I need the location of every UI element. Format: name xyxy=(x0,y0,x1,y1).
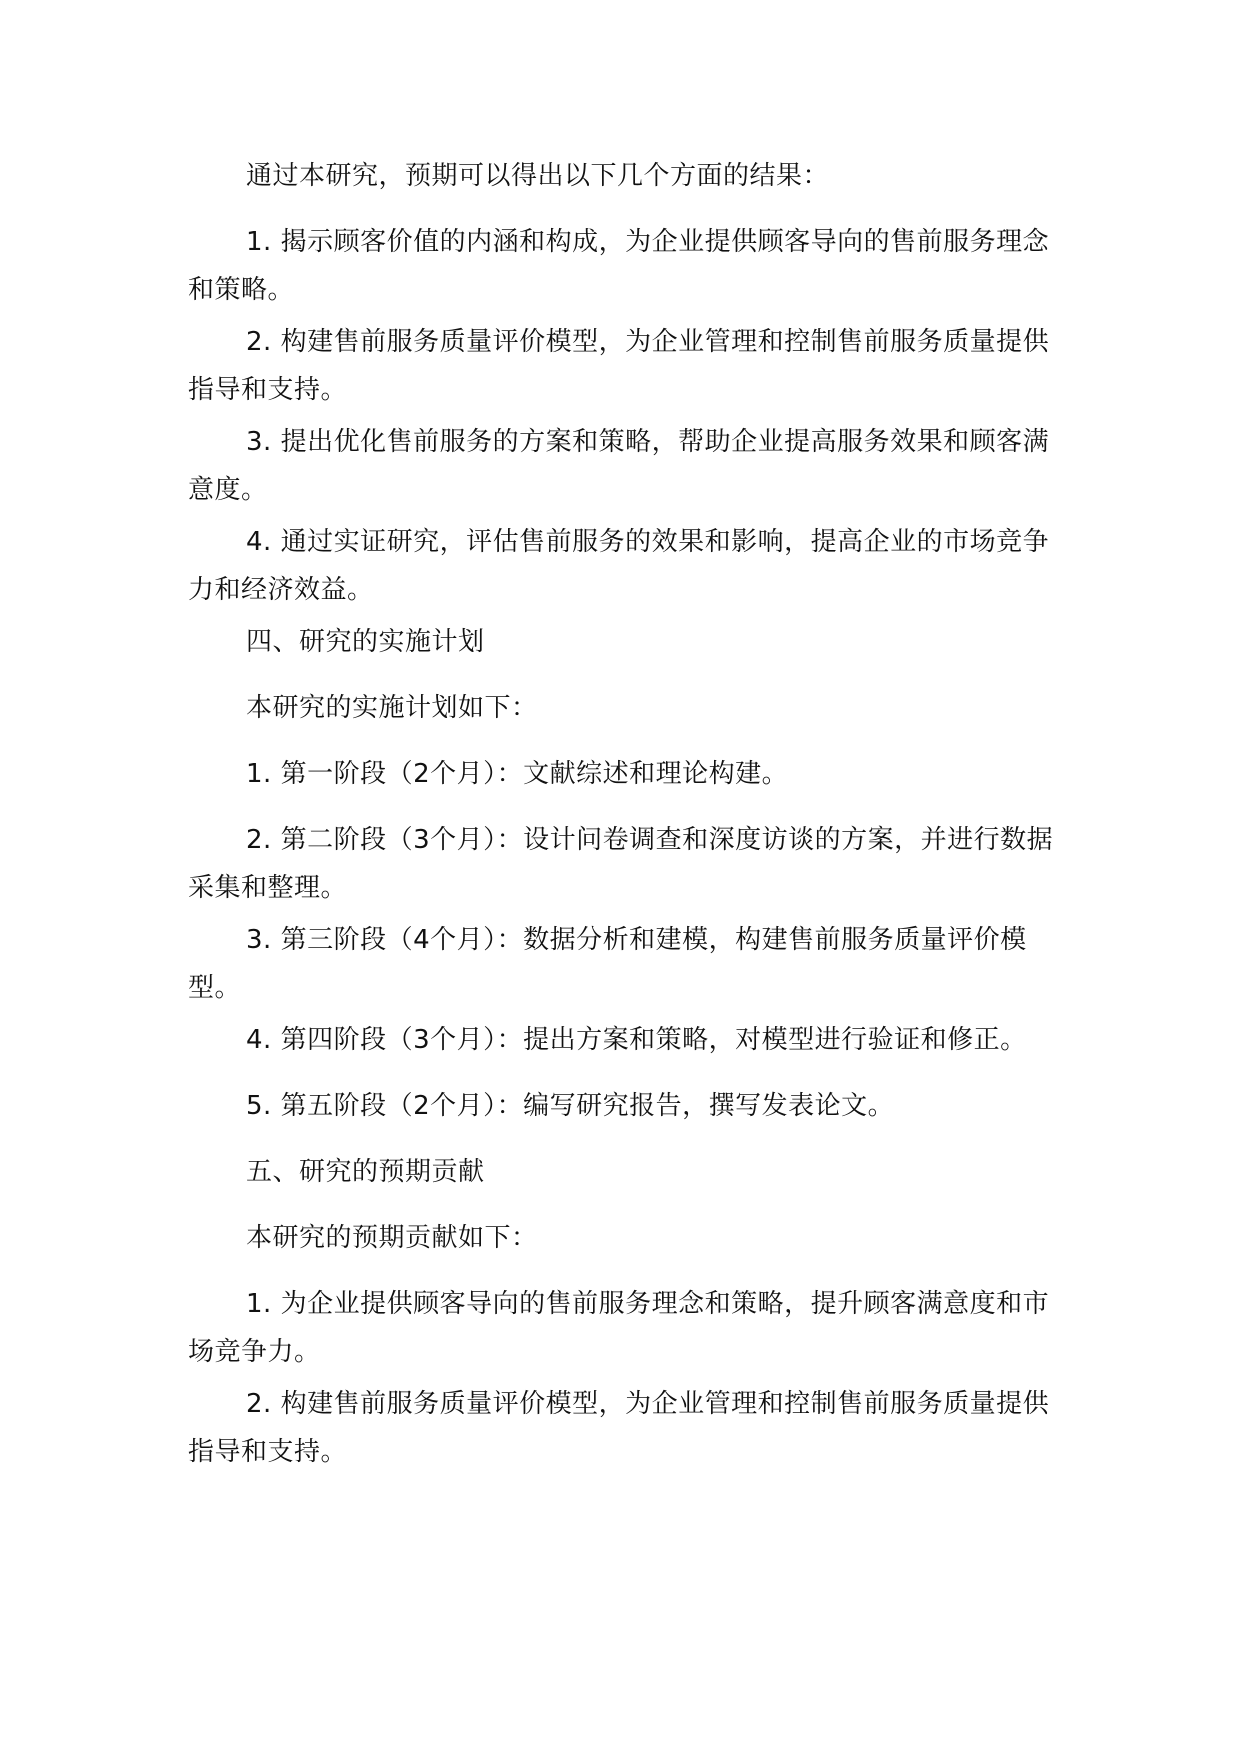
contribution-item-1: 1. 为企业提供顾客导向的售前服务理念和策略，提升顾客满意度和市场竞争力。 xyxy=(188,1289,1050,1367)
section-heading-5: 五、研究的预期贡献 xyxy=(246,1157,485,1187)
section-heading-4: 四、研究的实施计划 xyxy=(246,627,485,657)
plan-phase-4: 4. 第四阶段（3个月）：提出方案和策略，对模型进行验证和修正。 xyxy=(246,1025,1027,1055)
contribution-intro: 本研究的预期贡献如下： xyxy=(246,1223,538,1253)
plan-phase-2: 2. 第二阶段（3个月）：设计问卷调查和深度访谈的方案，并进行数据采集和整理。 xyxy=(188,825,1054,903)
result-item-3: 3. 提出优化售前服务的方案和策略，帮助企业提高服务效果和顾客满意度。 xyxy=(188,427,1050,505)
result-item-4: 4. 通过实证研究，评估售前服务的效果和影响，提高企业的市场竞争力和经济效益。 xyxy=(188,527,1050,605)
intro-paragraph: 通过本研究，预期可以得出以下几个方面的结果： xyxy=(246,161,830,191)
plan-intro: 本研究的实施计划如下： xyxy=(246,693,538,723)
contribution-item-2: 2. 构建售前服务质量评价模型，为企业管理和控制售前服务质量提供指导和支持。 xyxy=(188,1389,1050,1467)
plan-phase-5: 5. 第五阶段（2个月）：编写研究报告，撰写发表论文。 xyxy=(246,1091,895,1121)
plan-phase-1: 1. 第一阶段（2个月）：文献综述和理论构建。 xyxy=(246,759,789,789)
plan-phase-3: 3. 第三阶段（4个月）：数据分析和建模，构建售前服务质量评价模型。 xyxy=(188,925,1027,1003)
result-item-2: 2. 构建售前服务质量评价模型，为企业管理和控制售前服务质量提供指导和支持。 xyxy=(188,327,1050,405)
result-item-1: 1. 揭示顾客价值的内涵和构成，为企业提供顾客导向的售前服务理念和策略。 xyxy=(188,227,1050,305)
